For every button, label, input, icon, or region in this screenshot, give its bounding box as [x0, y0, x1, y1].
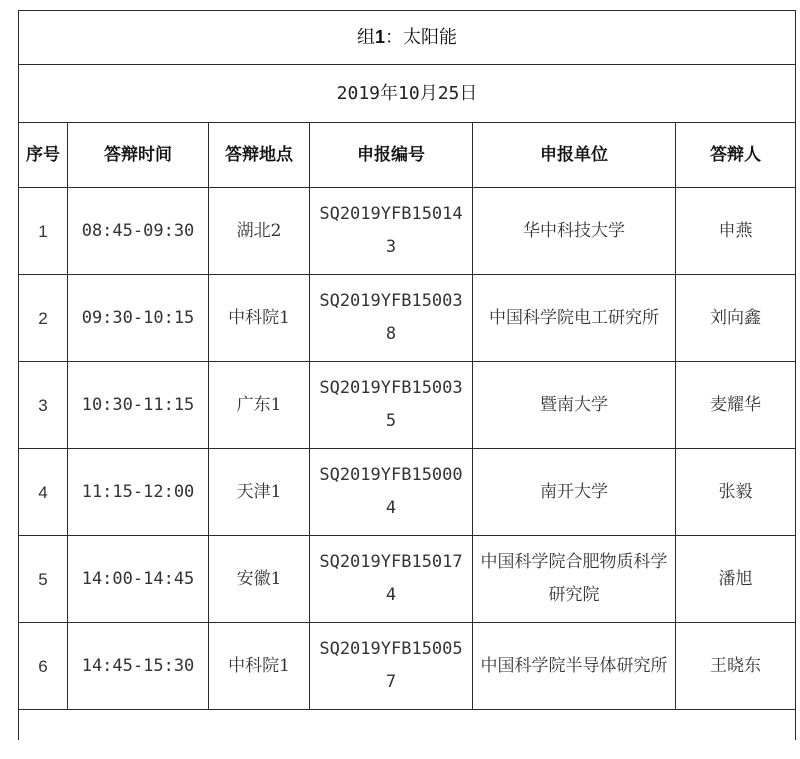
header-unit: 申报单位 [473, 123, 676, 188]
table-row [19, 275, 796, 362]
cell-person: 张毅 [676, 449, 796, 536]
cell-unit: 暨南大学 [473, 362, 676, 449]
cell-time: 11:15-12:00 [68, 449, 209, 536]
cell-time: 14:00-14:45 [68, 536, 209, 623]
header-code: 申报编号 [310, 123, 473, 188]
cell-person: 申燕 [676, 188, 796, 275]
table-row [19, 449, 796, 536]
cell-code: SQ2019YFB150035 [310, 362, 473, 449]
cell-unit: 南开大学 [473, 449, 676, 536]
cell-unit: 中国科学院合肥物质科学研究院 [473, 536, 676, 623]
cell-index: 3 [19, 362, 68, 449]
group-number: 1 [375, 27, 386, 47]
table-header-row [19, 123, 796, 188]
group-title [19, 11, 796, 65]
cell-place: 中科院1 [209, 275, 310, 362]
cell-code: SQ2019YFB150143 [310, 188, 473, 275]
table-date-row [19, 65, 796, 123]
table-row [19, 536, 796, 623]
table-row [19, 362, 796, 449]
cell-time: 14:45-15:30 [68, 623, 209, 710]
cell-index: 4 [19, 449, 68, 536]
table-title-row [19, 11, 796, 65]
table-row [19, 623, 796, 710]
header-time: 答辩时间 [68, 123, 209, 188]
cell-place: 天津1 [209, 449, 310, 536]
cell-code: SQ2019YFB150174 [310, 536, 473, 623]
cell-person: 潘旭 [676, 536, 796, 623]
group-title-suffix: ：太阳能 [385, 27, 458, 48]
cell-person: 王晓东 [676, 623, 796, 710]
cell-index: 6 [19, 623, 68, 710]
defense-schedule-table [18, 10, 796, 740]
header-person: 答辩人 [676, 123, 796, 188]
cell-index: 2 [19, 275, 68, 362]
cell-code: SQ2019YFB150038 [310, 275, 473, 362]
continuation-cell [19, 710, 796, 741]
cell-place: 安徽1 [209, 536, 310, 623]
cell-time: 09:30-10:15 [68, 275, 209, 362]
cell-unit: 中国科学院半导体研究所 [473, 623, 676, 710]
header-place: 答辩地点 [209, 123, 310, 188]
cell-code: SQ2019YFB150057 [310, 623, 473, 710]
cell-index: 5 [19, 536, 68, 623]
cell-time: 08:45-09:30 [68, 188, 209, 275]
table-continuation-row [19, 710, 796, 741]
cell-unit: 华中科技大学 [473, 188, 676, 275]
cell-place: 中科院1 [209, 623, 310, 710]
cell-place: 湖北2 [209, 188, 310, 275]
cell-unit: 中国科学院电工研究所 [473, 275, 676, 362]
cell-time: 10:30-11:15 [68, 362, 209, 449]
cell-person: 麦耀华 [676, 362, 796, 449]
cell-place: 广东1 [209, 362, 310, 449]
defense-date: 2019年10月25日 [19, 65, 796, 123]
cell-code: SQ2019YFB150004 [310, 449, 473, 536]
header-index: 序号 [19, 123, 68, 188]
group-title-prefix: 组 [357, 27, 376, 48]
table-row [19, 188, 796, 275]
cell-index: 1 [19, 188, 68, 275]
cell-person: 刘向鑫 [676, 275, 796, 362]
